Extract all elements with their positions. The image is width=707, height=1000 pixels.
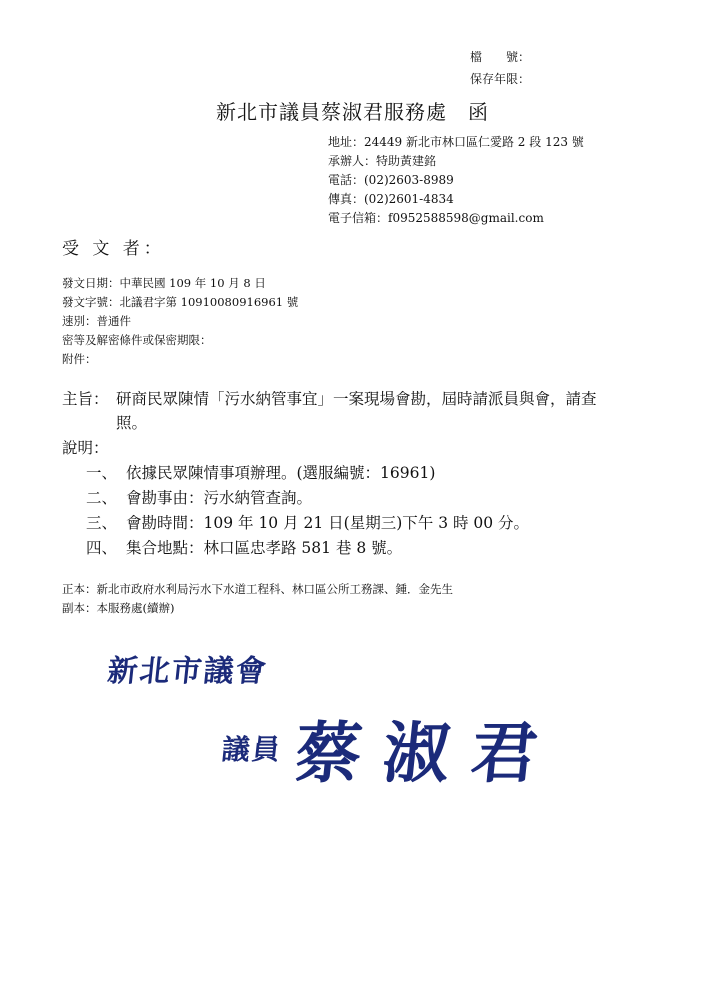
recipient-label: 受 文 者： [62,239,165,259]
item-text: 會勘時間：109 年 10 月 21 日(星期三)下午 3 時 00 分。 [126,514,530,532]
secondary-recipients: 副本：本服務處(續辦) [62,601,175,615]
item-text: 會勘事由：污水納管查詢。 [126,489,313,507]
delivery-speed: 速別：普通件 [62,314,131,328]
explanation-item [86,461,435,486]
contact-phone: 電話：(02)2603-8989 [328,173,454,187]
contact-address: 地址：24449 新北市林口區仁愛路 2 段 123 號 [328,135,584,149]
primary-recipients: 正本：新北市政府水利局污水下水道工程科、林口區公所工務課、鍾．金先生 [62,582,453,596]
attachment-label: 附件： [62,352,97,366]
explanation-item [86,536,402,561]
explanation-item [86,486,312,511]
item-number: 四、 [86,539,118,557]
item-text: 依據民眾陳情事項辦理。(選服編號：16961) [126,464,436,482]
secrecy-level: 密等及解密條件或保密期限： [62,333,212,347]
subject-line-1: 研商民眾陳情「污水納管事宜」一案現場會勘，屆時請派員與會，請查 [116,390,597,408]
explanation-item [86,511,529,536]
seal-role-text: 議員 [220,733,284,766]
item-number: 一、 [86,464,118,482]
contact-email: 電子信箱：f0952588598@gmail.com [328,211,544,225]
subject-line-2: 照。 [116,414,148,432]
item-number: 二、 [86,489,118,507]
subject-label: 主旨： [62,390,109,408]
document-title: 新北市議員蔡淑君服務處 函 [216,100,489,124]
item-text: 集合地點：林口區忠孝路 581 巷 8 號。 [126,539,403,557]
issue-date: 發文日期：中華民國 109 年 10 月 8 日 [62,276,266,290]
council-seal-text: 新北市議會 [105,654,270,689]
contact-fax: 傳真：(02)2601-4834 [328,192,454,206]
explanation-label: 說明： [62,439,109,457]
seal-name-text: 蔡淑君 [291,714,564,792]
reference-number: 發文字號：北議君字第 10910080916961 號 [62,295,299,309]
contact-handler: 承辦人：特助黃建銘 [328,154,437,168]
item-number: 三、 [86,514,118,532]
file-number-label: 檔 號： [470,50,531,64]
retention-label: 保存年限： [470,72,531,86]
